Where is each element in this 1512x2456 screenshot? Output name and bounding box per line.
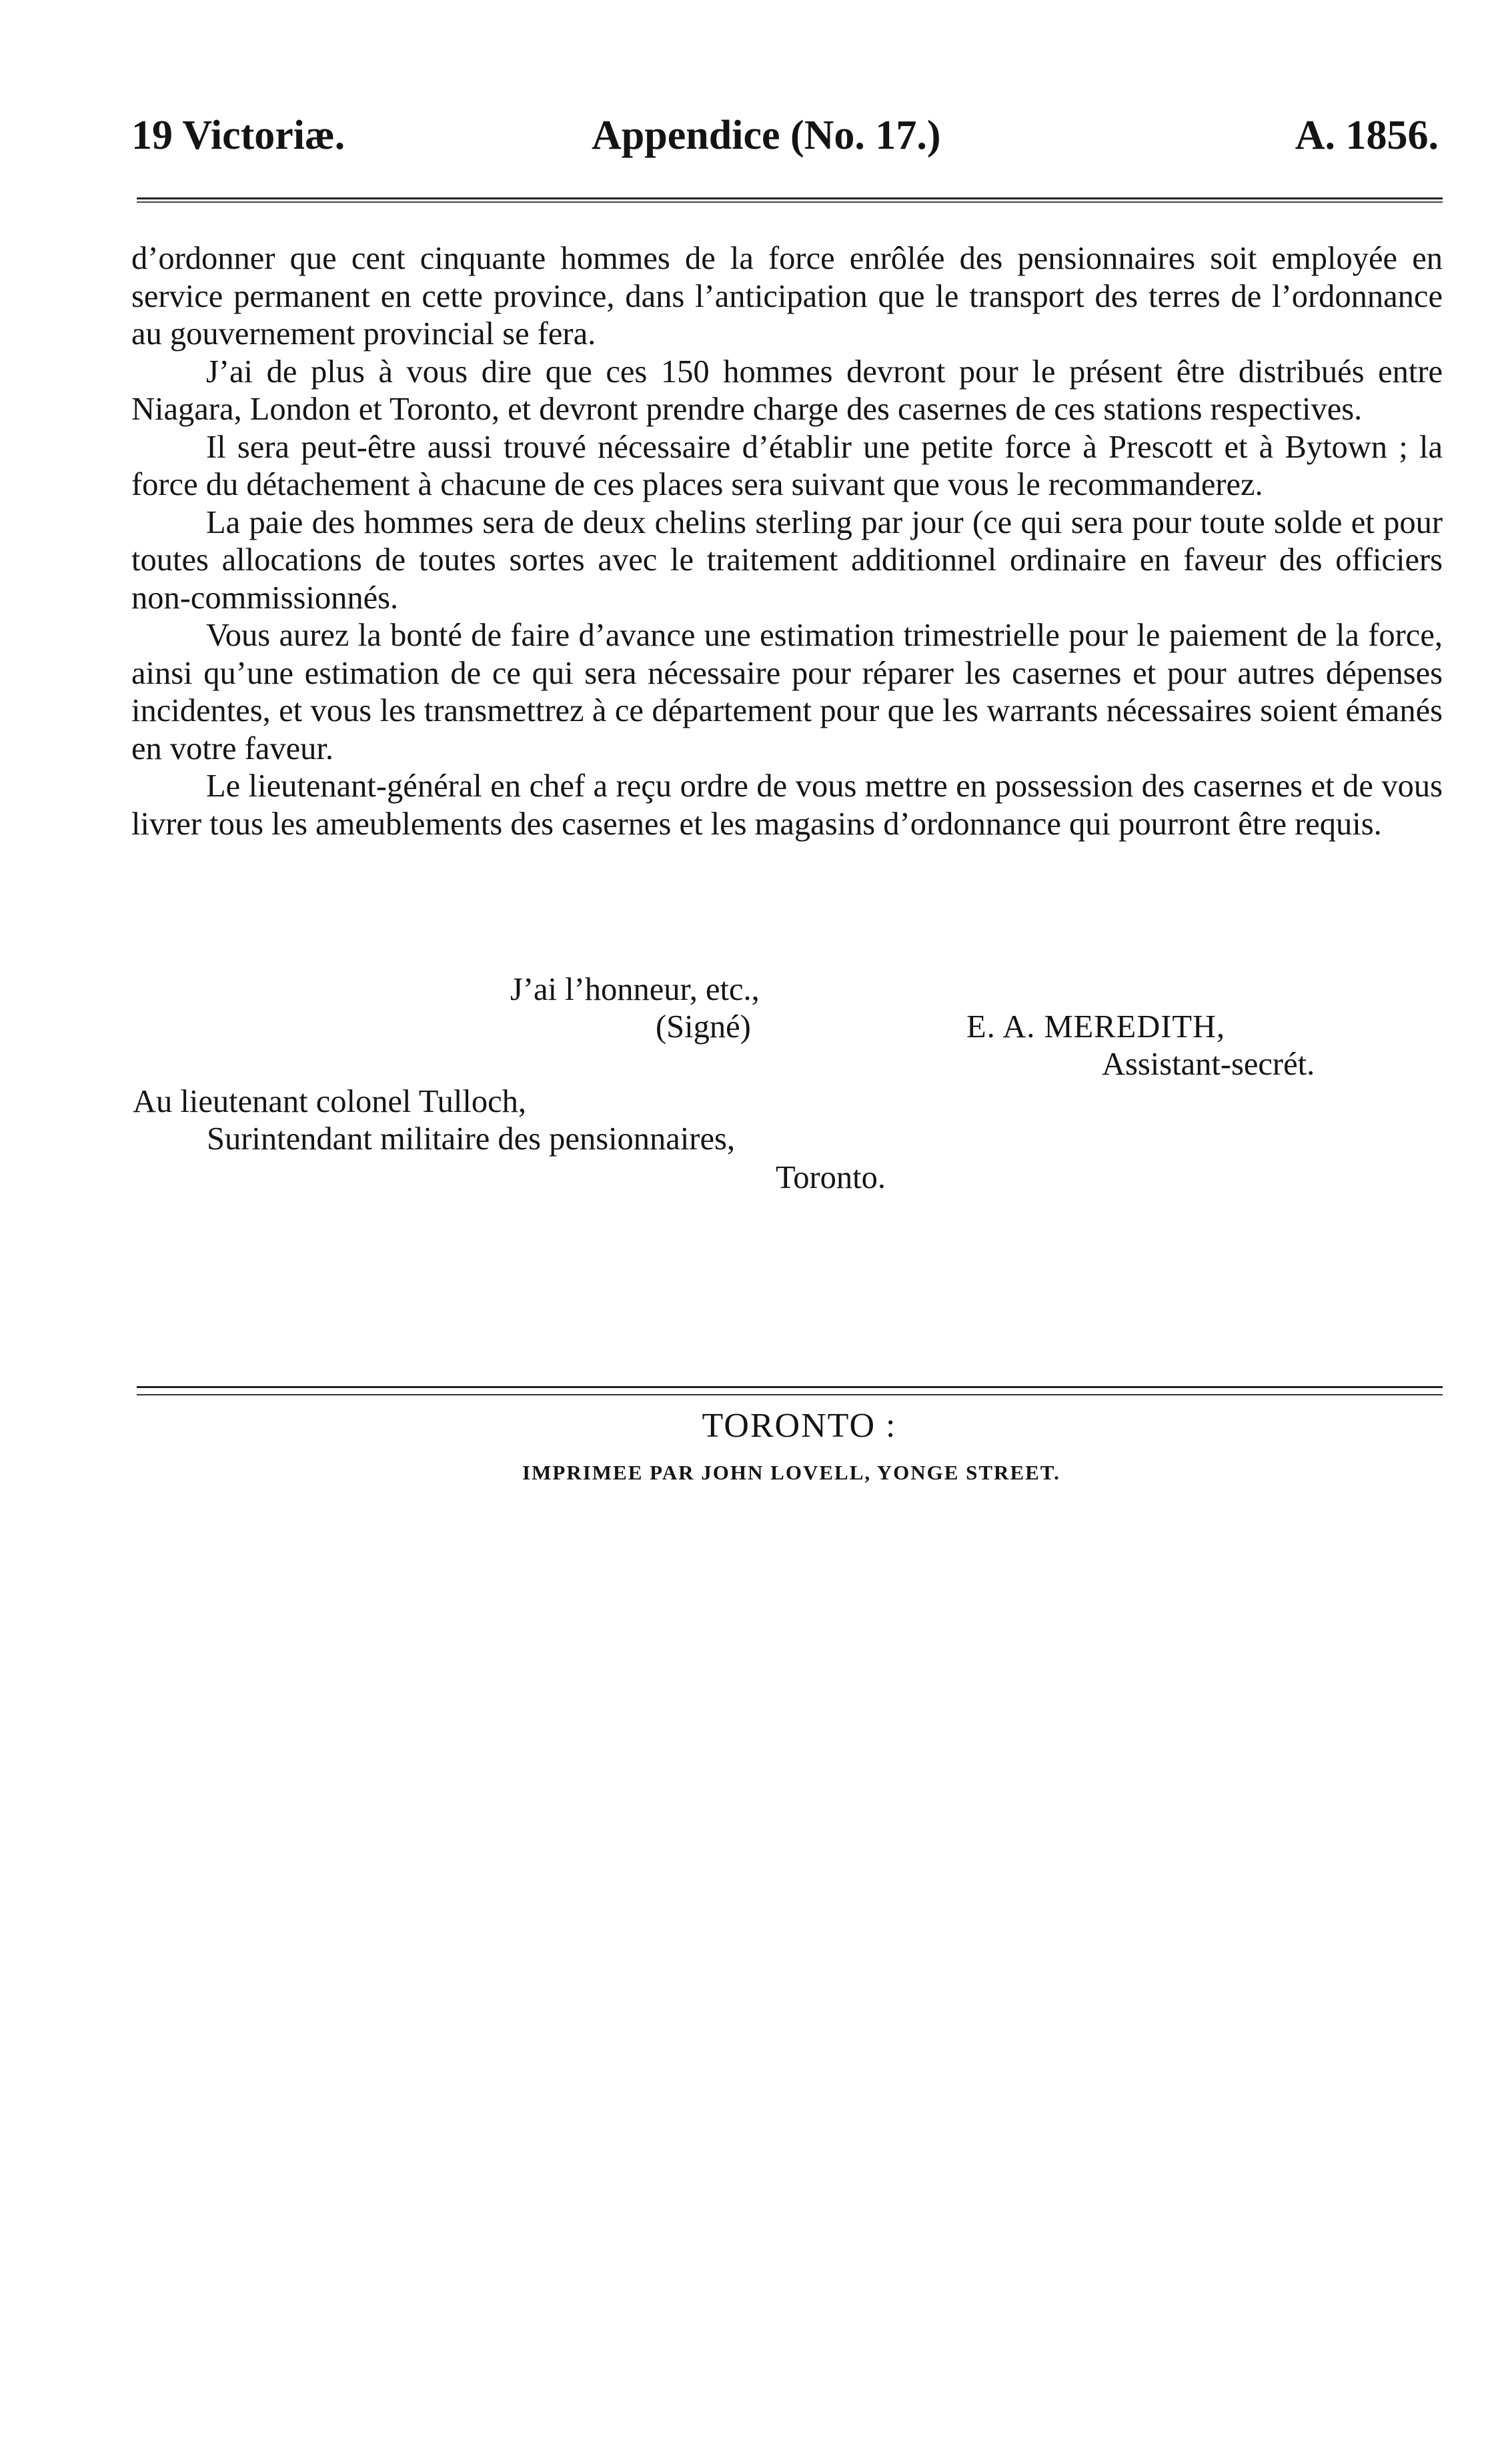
imprint-rule: [137, 1386, 1443, 1388]
addressee-place: Toronto.: [776, 1160, 886, 1195]
signatory-title: Assistant-secrét.: [1102, 1047, 1315, 1082]
paragraph-continuation: d’ordonner que cent cinquante hommes de la force enrôlée des pensionnaires soit employée en service permanent en cette province, dans l’anticipation que le transport des terres de l’ordonnance au gouvernement provincial se fera.: [131, 241, 1443, 352]
signatory-name: E. A. MEREDITH,: [966, 1009, 1226, 1045]
header-rule: [137, 197, 1443, 203]
paragraph: La paie des hommes sera de deux chelins sterling par jour (ce qui sera pour toute solde et pour toutes allocations de toutes sortes avec le traitement additionnel ordinaire en faveur des officiers non-commissionnés.: [131, 504, 1443, 616]
imprint-city: [0, 1406, 1512, 1445]
paragraph: Il sera peut-être aussi trouvé nécessaire d’établir une petite force à Prescott et à Bytown ; la force du détachement à chacune de ces places sera suivant que vous le recommanderez.: [131, 429, 1443, 502]
header-appendix-number: Appendice (No. 17.): [592, 113, 941, 158]
imprint-rule-thin: [137, 1394, 1443, 1395]
complimentary-close: J’ai l’honneur, etc.,: [510, 972, 760, 1007]
imprint-city-text: TORONTO :: [702, 1407, 897, 1445]
paragraph: Le lieutenant-général en chef a reçu ordre de vous mettre en possession des casernes et de vous livrer tous les ameublements des casernes et les magasins d’ordonnance qui pourront être requis.: [131, 768, 1443, 842]
signed-mark: (Signé): [656, 1009, 751, 1045]
imprint-printer-text: IMPRIMEE PAR JOHN LOVELL, YONGE STREET.: [522, 1461, 1060, 1484]
paragraph: J’ai de plus à vous dire que ces 150 hommes devront pour le présent être distribués entre Niagara, London et Toronto, et devront prendre charge des casernes de ces stations respectives.: [131, 354, 1443, 427]
addressee-name: Au lieutenant colonel Tulloch,: [133, 1084, 527, 1119]
paragraph: Vous aurez la bonté de faire d’avance une estimation trimestrielle pour le paiement de la force, ainsi qu’une estimation de ce qui sera nécessaire pour réparer les casernes et pour autres dépenses incidentes, et vous les transmettrez à ce département pour que les warrants nécessaires soient émanés en votre faveur.: [131, 618, 1443, 766]
running-head: [131, 112, 1439, 172]
header-year: A. 1856.: [1295, 113, 1439, 158]
imprint-printer: [0, 1461, 1512, 1485]
addressee-title: Surintendant militaire des pensionnaires,: [207, 1121, 735, 1157]
header-session: 19 Victoriæ.: [131, 113, 345, 158]
letter-body: [131, 240, 1443, 843]
